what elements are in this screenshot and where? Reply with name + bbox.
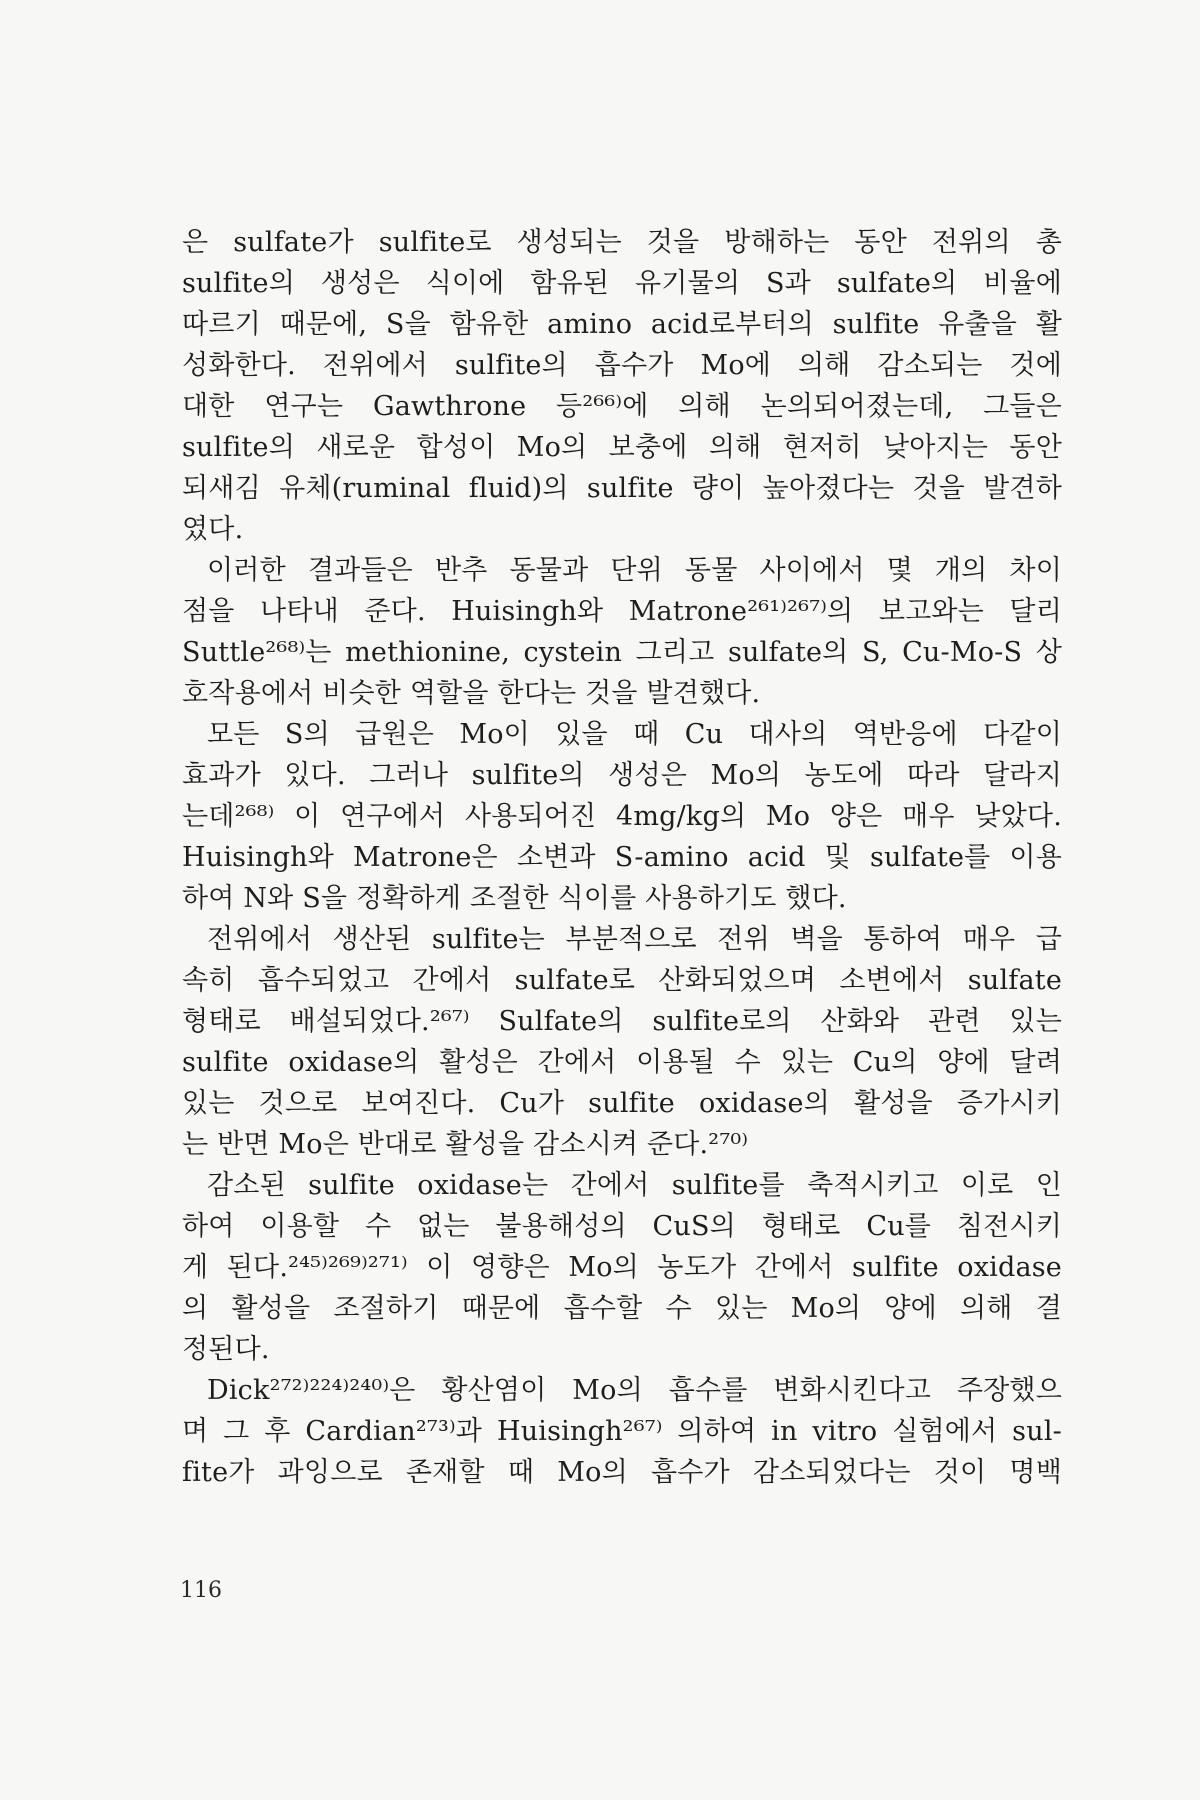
text-line: Huisingh와 Matrone은 소변과 S-amino acid 및 sulfate를 이용 (182, 842, 1062, 873)
text-line: 하여 N와 S을 정확하게 조절한 식이를 사용하기도 했다. (182, 883, 847, 914)
text-line: sulfite oxidase의 활성은 간에서 이용될 수 있는 Cu의 양에 달려 (182, 1047, 1062, 1078)
text-line: 전위에서 생산된 sulfite는 부분적으로 전위 벽을 통하여 매우 급 (207, 924, 1062, 955)
text-line: 형태로 배설되었다.²⁶⁷⁾ Sulfate의 sulfite로의 산화와 관련 있는 (182, 1006, 1062, 1037)
text-line: 는데²⁶⁸⁾ 이 연구에서 사용되어진 4mg/kg의 Mo 양은 매우 낮았다. (182, 801, 1062, 832)
text-line: 성화한다. 전위에서 sulfite의 흡수가 Mo에 의해 감소되는 것에 (182, 350, 1062, 381)
text-line: 하여 이용할 수 없는 불용해성의 CuS의 형태로 Cu를 침전시키 (182, 1211, 1062, 1242)
text-line: 는 반면 Mo은 반대로 활성을 감소시켜 준다.²⁷⁰⁾ (182, 1129, 749, 1160)
text-line: Suttle²⁶⁸⁾는 methionine, cystein 그리고 sulfate의 S, Cu-Mo-S 상 (182, 637, 1062, 668)
text-line: sulfite의 새로운 합성이 Mo의 보충에 의해 현저히 낮아지는 동안 (182, 432, 1062, 463)
text-line: 점을 나타내 준다. Huisingh와 Matrone²⁶¹⁾²⁶⁷⁾의 보고와는 달리 (182, 596, 1062, 627)
text-line: 있는 것으로 보여진다. Cu가 sulfite oxidase의 활성을 증가시키 (182, 1088, 1062, 1119)
body-text (182, 222, 1062, 1493)
text-line: 며 그 후 Cardian²⁷³⁾과 Huisingh²⁶⁷⁾ 의하여 in vitro 실험에서 sul- (182, 1416, 1062, 1447)
text-line: 효과가 있다. 그러나 sulfite의 생성은 Mo의 농도에 따라 달라지 (182, 760, 1062, 791)
text-line: 속히 흡수되었고 간에서 sulfate로 산화되었으며 소변에서 sulfate (182, 965, 1062, 996)
text-line: 호작용에서 비슷한 역할을 한다는 것을 발견했다. (182, 678, 761, 709)
text-line: sulfite의 생성은 식이에 함유된 유기물의 S과 sulfate의 비율에 (182, 268, 1062, 299)
text-line: 되새김 유체(ruminal fluid)의 sulfite 량이 높아졌다는 것을 발견하 (182, 473, 1062, 504)
text-line: 정된다. (182, 1334, 270, 1365)
text-line: fite가 과잉으로 존재할 때 Mo의 흡수가 감소되었다는 것이 명백 (182, 1457, 1062, 1488)
text-line: 게 된다.²⁴⁵⁾²⁶⁹⁾²⁷¹⁾ 이 영향은 Mo의 농도가 간에서 sulfite oxidase (182, 1252, 1062, 1283)
text-line: 의 활성을 조절하기 때문에 흡수할 수 있는 Mo의 양에 의해 결 (182, 1293, 1062, 1324)
text-line: 따르기 때문에, S을 함유한 amino acid로부터의 sulfite 유출을 활 (182, 309, 1062, 340)
text-line: 감소된 sulfite oxidase는 간에서 sulfite를 축적시키고 이로 인 (207, 1170, 1062, 1201)
text-line: 이러한 결과들은 반추 동물과 단위 동물 사이에서 몇 개의 차이 (207, 555, 1062, 586)
text-line: 모든 S의 급원은 Mo이 있을 때 Cu 대사의 역반응에 다같이 (207, 719, 1062, 750)
text-line: 은 sulfate가 sulfite로 생성되는 것을 방해하는 동안 전위의 총 (182, 227, 1062, 258)
page-number: 116 (180, 1578, 222, 1603)
text-line: 대한 연구는 Gawthrone 등²⁶⁶⁾에 의해 논의되어졌는데, 그들은 (182, 391, 1062, 422)
text-line: Dick²⁷²⁾²²⁴⁾²⁴⁰⁾은 황산염이 Mo의 흡수를 변화시킨다고 주장했으 (207, 1375, 1062, 1406)
text-line: 였다. (182, 514, 244, 545)
